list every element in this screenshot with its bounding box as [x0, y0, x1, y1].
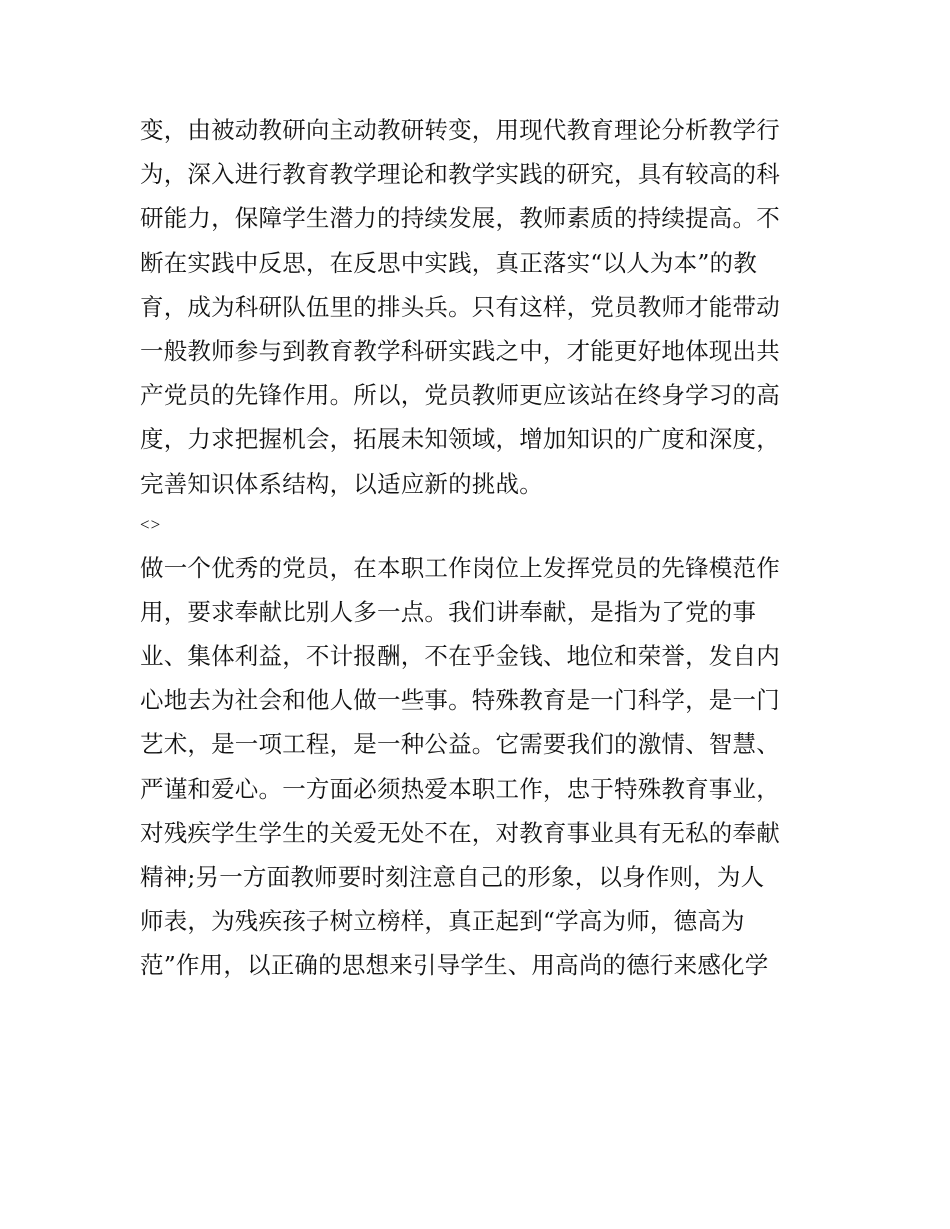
text-line: 度，力求把握机会，拓展未知领域，增加知识的广度和深度，: [140, 425, 780, 454]
text-line: 做一个优秀的党员，在本职工作岗位上发挥党员的先锋模范作: [140, 553, 780, 582]
text-line: 业、集体利益，不计报酬，不在乎金钱、地位和荣誉，发自内: [140, 642, 780, 671]
text-line: 育，成为科研队伍里的排头兵。只有这样，党员教师才能带动: [140, 292, 780, 321]
text-line: 为，深入进行教育教学理论和教学实践的研究，具有较高的科: [140, 160, 780, 189]
text-line: 一般教师参与到教育教学科研实践之中，才能更好地体现出共: [140, 336, 780, 365]
text-line: 范”作用，以正确的思想来引导学生、用高尚的德行来感化学: [140, 951, 769, 980]
text-line: 完善知识体系结构，以适应新的挑战。: [140, 469, 543, 498]
text-line: 对残疾学生学生的关爱无处不在，对教育事业具有无私的奉献: [140, 818, 780, 847]
text-line: 严谨和爱心。一方面必须热爱本职工作，忠于特殊教育事业，: [140, 774, 780, 803]
text-line: 精神;另一方面教师要时刻注意自己的形象，以身作则，为人: [140, 863, 765, 891]
paragraph-1: [140, 108, 830, 506]
text-line: 师表，为残疾孩子树立榜样，真正起到“学高为师，德高为: [140, 907, 745, 936]
text-line: 研能力，保障学生潜力的持续发展，教师素质的持续提高。不: [140, 204, 780, 233]
section-separator: <>: [140, 514, 162, 534]
text-line: 用，要求奉献比别人多一点。我们讲奉献，是指为了党的事: [140, 597, 757, 626]
text-line: 产党员的先锋作用。所以，党员教师更应该站在终身学习的高: [140, 381, 780, 410]
text-line: 断在实践中反思，在反思中实践，真正落实“以人为本”的教: [140, 248, 757, 277]
text-line: 心地去为社会和他人做一些事。特殊教育是一门科学，是一门: [140, 686, 780, 715]
document-body: [140, 108, 830, 988]
text-line: 变，由被动教研向主动教研转变，用现代教育理论分析教学行: [140, 116, 780, 144]
text-line: 艺术，是一项工程，是一种公益。它需要我们的激情、智慧、: [140, 730, 780, 759]
paragraph-2: [140, 546, 830, 988]
